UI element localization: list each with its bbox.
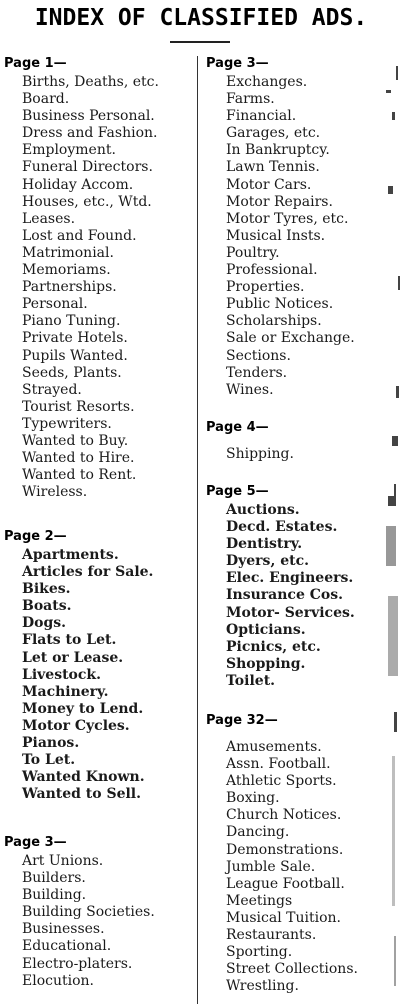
list-item: Scholarships. (226, 313, 322, 330)
section-items (0, 853, 198, 990)
list-item: Pianos. (22, 735, 80, 752)
section-heading: Page 5— (206, 484, 269, 499)
list-item: Business Personal. (22, 108, 155, 125)
list-item: Properties. (226, 279, 305, 296)
list-item: Lawn Tennis. (226, 159, 320, 176)
list-item: Garages, etc. (226, 125, 321, 142)
list-item: Musical Insts. (226, 227, 326, 244)
list-item: Seeds, Plants. (22, 364, 122, 381)
list-item: Births, Deaths, etc. (22, 74, 159, 90)
list-item: Farms. (226, 91, 275, 108)
list-item: To Let. (22, 752, 76, 769)
list-item: Athletic Sports. (226, 773, 337, 790)
list-item: Insurance Cos. (226, 587, 343, 604)
list-item: Motor- Services. (226, 604, 355, 621)
list-item: Wanted to Buy. (22, 432, 129, 449)
list-item: Board. (22, 91, 70, 108)
column-divider (197, 56, 198, 1004)
list-item: Dress and Fashion. (22, 125, 158, 142)
list-item: Boats. (22, 598, 72, 615)
list-item: Picnics, etc. (226, 638, 321, 655)
list-item: Bikes. (22, 581, 71, 598)
list-item: Dogs. (22, 615, 67, 632)
list-item: Public Notices. (226, 296, 334, 313)
list-item: In Bankruptcy. (226, 142, 330, 159)
list-item: Tourist Resorts. (22, 398, 135, 415)
list-item: Private Hotels. (22, 330, 128, 347)
list-item: Motor Repairs. (226, 193, 333, 210)
list-item: Wireless. (22, 484, 88, 501)
list-item: Memoriams. (22, 262, 111, 279)
list-item: Livestock. (22, 666, 101, 683)
section-heading: Page 3— (4, 835, 67, 850)
section-heading: Page 3— (206, 56, 269, 71)
list-item: Poultry. (226, 244, 280, 261)
list-item: Meetings (226, 892, 293, 909)
list-item: Educational. (22, 938, 112, 955)
section-heading: Page 2— (4, 529, 67, 544)
index-title: INDEX OF CLASSIFIED ADS. (34, 5, 368, 31)
list-item: Strayed. (22, 381, 82, 398)
list-item: Art Unions. (22, 853, 104, 869)
list-item: Dancing. (226, 824, 290, 841)
list-item: Houses, etc., Wtd. (22, 193, 152, 210)
list-item: Matrimonial. (22, 244, 114, 261)
list-item: Opticians. (226, 621, 306, 638)
list-item: Let or Lease. (22, 649, 124, 666)
list-item: Toilet. (226, 672, 276, 689)
section-items (0, 547, 198, 803)
list-item: Businesses. (22, 921, 105, 938)
list-item: Professional. (226, 262, 318, 279)
section-items (0, 74, 198, 501)
list-item: Sale or Exchange. (226, 330, 355, 347)
list-item: Demonstrations. (226, 841, 344, 858)
list-item: Sections. (226, 347, 291, 364)
list-item: Wrestling. (226, 978, 299, 995)
list-item: Elocution. (22, 972, 94, 989)
list-item: Employment. (22, 142, 116, 159)
list-item: Street Collections. (226, 961, 358, 978)
list-item: Sporting. (226, 944, 293, 961)
list-item: Jumble Sale. (226, 858, 316, 875)
list-item: Tenders. (226, 364, 288, 381)
list-item: Funeral Directors. (22, 159, 153, 176)
section-page-1 (0, 54, 198, 501)
section-heading: Page 4— (206, 420, 269, 435)
list-item: Articles for Sale. (22, 564, 154, 581)
list-item: Dyers, etc. (226, 553, 309, 570)
list-item: Wines. (226, 381, 274, 398)
list-item: Electro-platers. (22, 955, 133, 972)
list-item: Flats to Let. (22, 632, 117, 649)
list-item: Machinery. (22, 683, 109, 700)
list-item: Boxing. (226, 790, 280, 807)
list-item: Personal. (22, 296, 88, 313)
list-item: Church Notices. (226, 807, 342, 824)
list-item: Restaurants. (226, 927, 317, 944)
list-item: Exchanges. (226, 74, 308, 90)
list-item: Wanted Known. (22, 769, 145, 786)
section-page-3-left (0, 833, 198, 990)
list-item: Shopping. (226, 655, 306, 672)
section-page-2 (0, 527, 198, 803)
print-specks (372, 56, 402, 1004)
list-item: Lost and Found. (22, 227, 137, 244)
section-heading: Page 32— (206, 713, 278, 728)
list-item: Amusements. (226, 739, 322, 755)
list-item: Money to Lend. (22, 700, 144, 717)
title-underline (170, 41, 230, 43)
section-heading: Page 1— (4, 56, 67, 71)
list-item: Dentistry. (226, 536, 303, 553)
list-item: Typewriters. (22, 415, 112, 432)
list-item: Building. (22, 887, 87, 904)
list-item: Motor Cars. (226, 176, 312, 193)
list-item: Wanted to Rent. (22, 467, 137, 484)
list-item: Wanted to Hire. (22, 450, 135, 467)
list-item: Shipping. (226, 446, 294, 462)
list-item: Holiday Accom. (22, 176, 134, 193)
list-item: Decd. Estates. (226, 519, 338, 536)
list-item: Builders. (22, 870, 86, 887)
list-item: Wanted to Sell. (22, 786, 141, 803)
list-item: Musical Tuition. (226, 909, 341, 926)
list-item: Auctions. (226, 502, 300, 518)
list-item: Piano Tuning. (22, 313, 121, 330)
list-item: Motor Cycles. (22, 717, 130, 734)
list-item: Apartments. (22, 547, 119, 563)
list-item: Leases. (22, 210, 76, 227)
list-item: Pupils Wanted. (22, 347, 128, 364)
list-item: Elec. Engineers. (226, 570, 354, 587)
list-item: Partnerships. (22, 279, 117, 296)
list-item: League Football. (226, 875, 345, 892)
list-item: Building Societies. (22, 904, 155, 921)
list-item: Assn. Football. (226, 756, 331, 773)
list-item: Motor Tyres, etc. (226, 210, 349, 227)
list-item: Financial. (226, 108, 297, 125)
